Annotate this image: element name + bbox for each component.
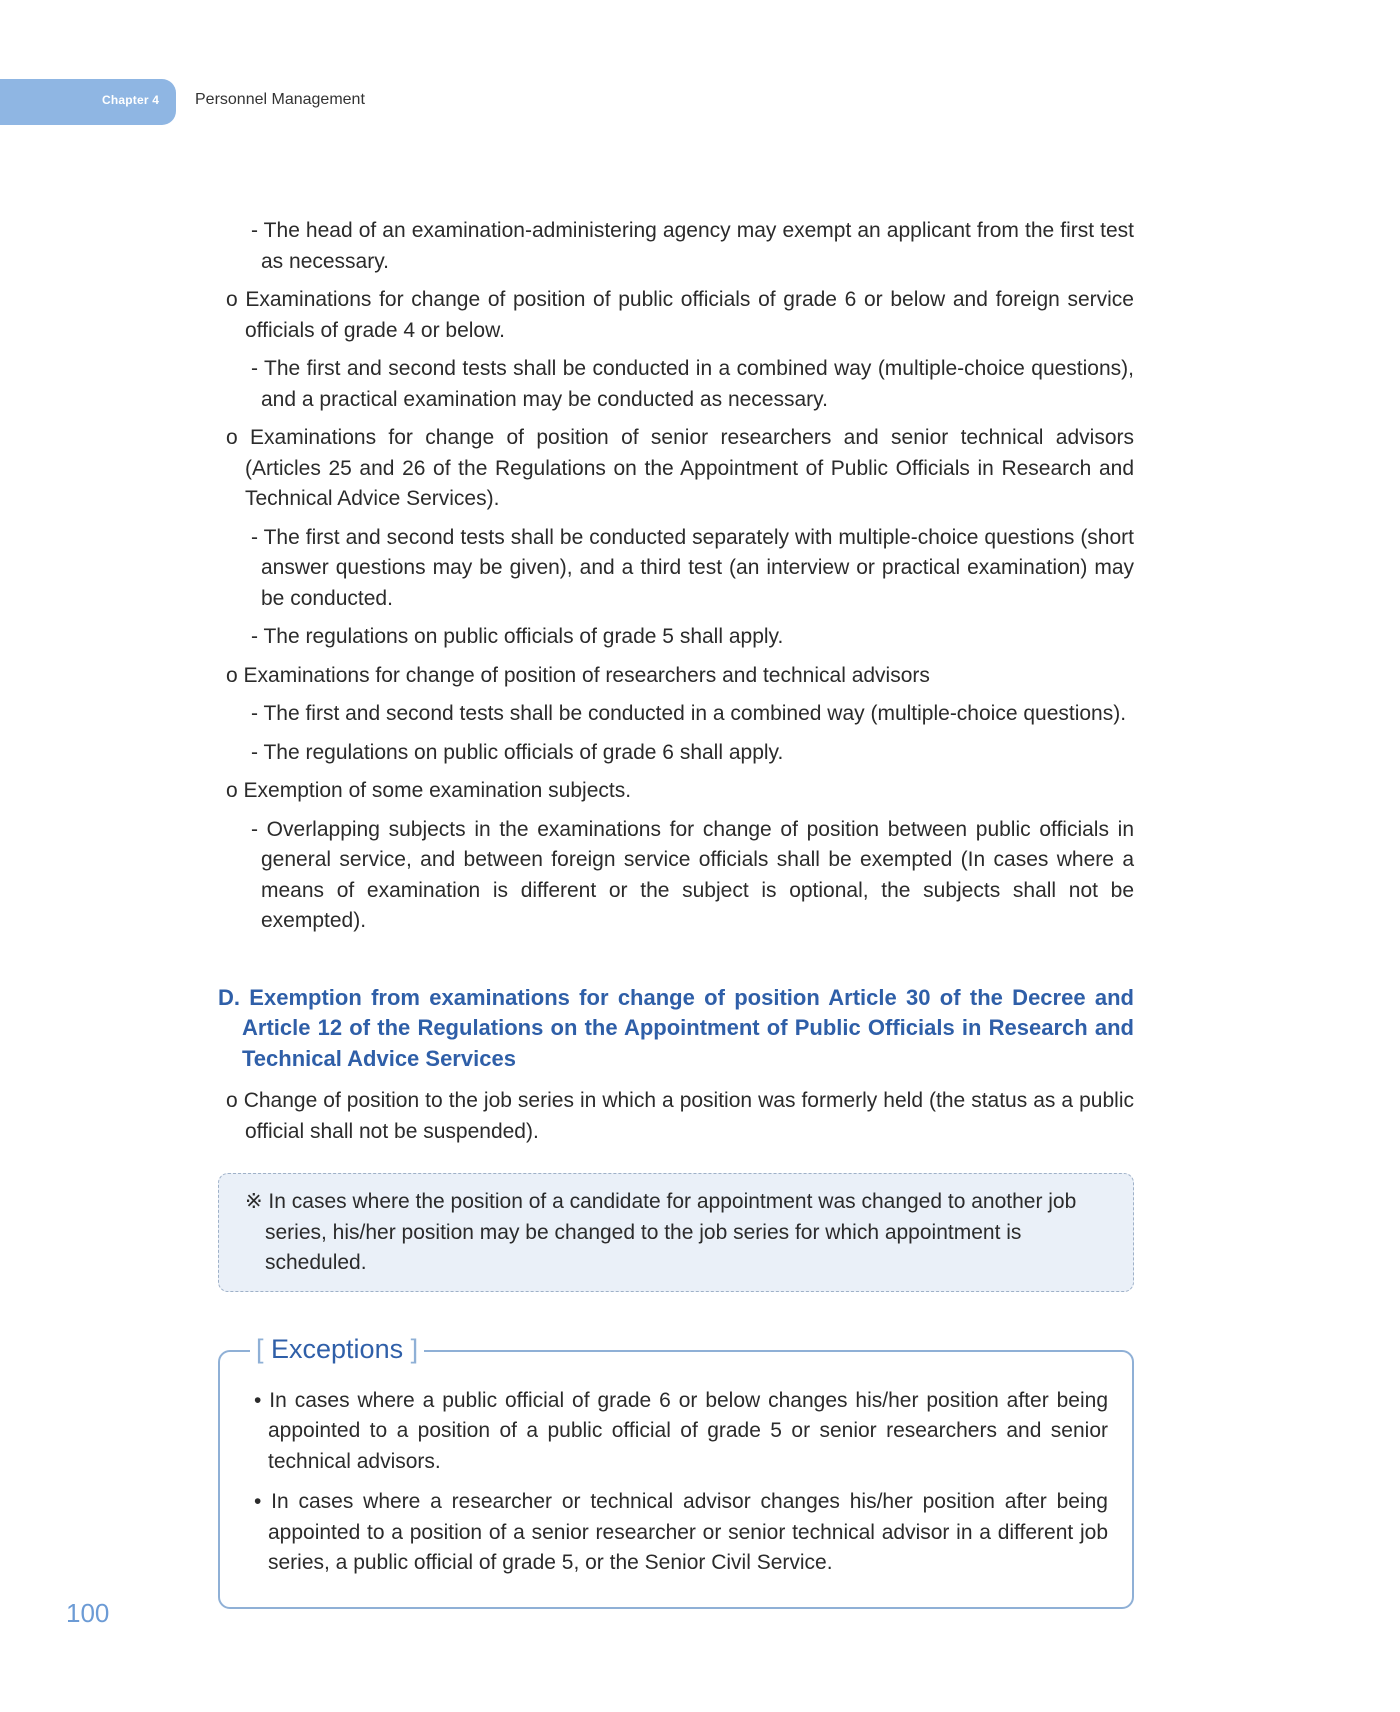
paragraph: o Examinations for change of position of researchers and technical advisors [226, 663, 930, 687]
paragraph: - The regulations on public officials of grade 5 shall apply. [251, 625, 784, 648]
exceptions-title: [ Exceptions ] [250, 1329, 424, 1369]
note-box: ※ In cases where the position of a candidate for appointment was changed to another job series, his/her position may be changed to the job series for which appointment is scheduled. [218, 1173, 1134, 1292]
exceptions-title-text: Exceptions [271, 1333, 404, 1364]
paragraph: o Examinations for change of position of senior researchers and senior technical advisors (Articles 25 and 26 of the Regulations on the Appointment of Public Officials in Research and Technical Advice Services). [226, 426, 1134, 510]
paragraph: o Change of position to the job series in which a position was formerly held (the status as a public official shall not be suspended). [226, 1089, 1134, 1143]
paragraph: o Examinations for change of position of public officials of grade 6 or below and foreign service officials of grade 4 or below. [226, 288, 1134, 342]
paragraph: - The regulations on public officials of grade 6 shall apply. [251, 740, 784, 764]
paragraph: - The first and second tests shall be conducted in a combined way (multiple-choice questions), and a practical examination may be conducted as necessary. [251, 357, 1134, 411]
page-number: 100 [66, 1598, 110, 1628]
section-title: Personnel Management [195, 91, 365, 108]
paragraph: - The first and second tests shall be conducted separately with multiple-choice questions (short answer questions may be given), and a third test (an interview or practical examination) may be conducted. [251, 525, 1134, 610]
exception-item: • In cases where a researcher or technical advisor changes his/her position after being appointed to a position of a senior researcher or senior technical advisor in a different job series, a public official of grade 5, or the Senior Civil Service. [254, 1490, 1108, 1574]
paragraph: - Overlapping subjects in the examinations for change of position between public officials in general service, and between foreign service officials shall be exempted (In cases where a means of examination is different or the subject is optional, the subjects shall not be exempted). [251, 817, 1134, 932]
chapter-label: Chapter 4 [102, 93, 160, 107]
paragraph: - The first and second tests shall be conducted in a combined way (multiple-choice questions). [251, 702, 1127, 725]
exception-item: • In cases where a public official of grade 6 or below changes his/her position after being appointed to a position of a public official of grade 5 or senior researchers and senior technical advisors. [254, 1388, 1108, 1473]
section-heading: D. Exemption from examinations for change of position Article 30 of the Decree and Article 12 of the Regulations on the Appointment of Public Officials in Research and Technical Advice Services [218, 984, 1134, 1071]
paragraph: - The head of an examination-administering agency may exempt an applicant from the first test as necessary. [251, 219, 1134, 273]
exceptions-box [218, 1333, 1134, 1609]
page-body [218, 216, 1134, 1609]
paragraph: o Exemption of some examination subjects. [226, 779, 632, 802]
